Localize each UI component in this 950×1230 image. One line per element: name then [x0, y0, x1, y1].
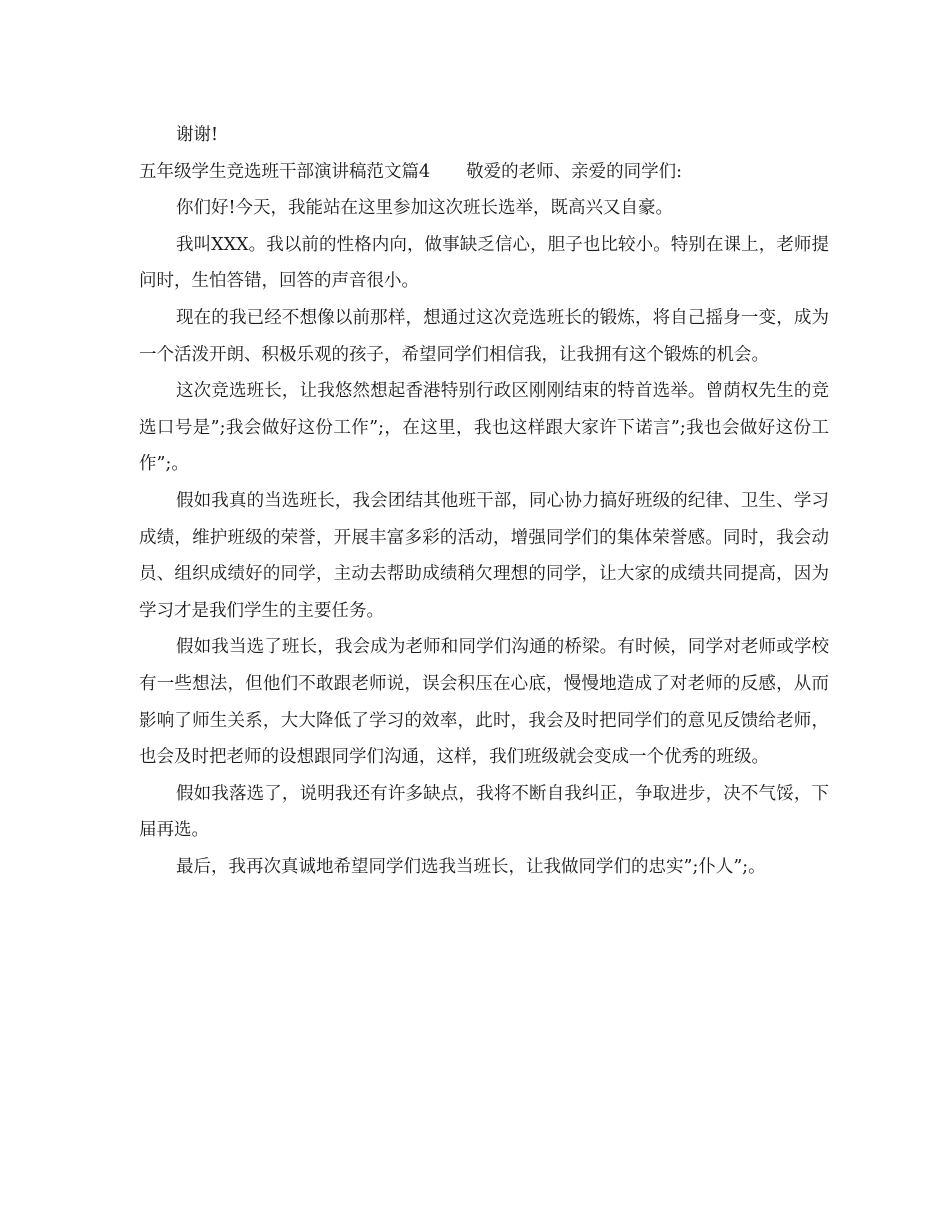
paragraph: 假如我当选了班长，我会成为老师和同学们沟通的桥梁。有时候，同学对老师或学校有一些想法，但他们不敢跟老师说，误会积压在心底，慢慢地造成了对老师的反感，从而影响了师生关系，大大降低了学习的效率，此时，我会及时把同学们的意见反馈给老师，也会及时把老师的设想跟同学们沟通，这样，我们班级就会变成一个优秀的班级。: [139, 637, 829, 768]
article-title: 五年级学生竞选班干部演讲稿范文篇4: [139, 161, 431, 182]
paragraph: 我叫XXX。我以前的性格内向，做事缺乏信心，胆子也比较小。特别在课上，老师提问时，生怕答错，回答的声音很小。: [139, 234, 829, 292]
document-body: [139, 117, 829, 885]
salutation: 敬爱的老师、亲爱的同学们:: [466, 161, 683, 182]
paragraph: 假如我真的当选班长，我会团结其他班干部，同心协力搞好班级的纪律、卫生、学习成绩，维护班级的荣誉，开展丰富多彩的活动，增强同学们的集体荣誉感。同时，我会动员、组织成绩好的同学，主动去帮助成绩稍欠理想的同学，让大家的成绩共同提高，因为学习才是我们学生的主要任务。: [139, 490, 829, 621]
article-heading-line: [139, 154, 829, 191]
paragraph: 最后，我再次真诚地希望同学们选我当班长，让我做同学们的忠实”;仆人”;。: [176, 856, 766, 877]
paragraph: 现在的我已经不想像以前那样，想通过这次竞选班长的锻炼，将自己摇身一变，成为一个活泼开朗、积极乐观的孩子，希望同学们相信我，让我拥有这个锻炼的机会。: [139, 307, 829, 365]
paragraph: 这次竞选班长，让我悠然想起香港特别行政区刚刚结束的特首选举。曾荫权先生的竞选口号是”;我会做好这份工作”;，在这里，我也这样跟大家许下诺言”;我也会做好这份工作”;。: [139, 381, 829, 475]
paragraph: 你们好!今天，我能站在这里参加这次班长选举，既高兴又自豪。: [176, 198, 674, 219]
closing-text: 谢谢!: [176, 125, 219, 145]
paragraph: 假如我落选了，说明我还有许多缺点，我将不断自我纠正，争取进步，决不气馁，下届再选。: [139, 783, 829, 841]
